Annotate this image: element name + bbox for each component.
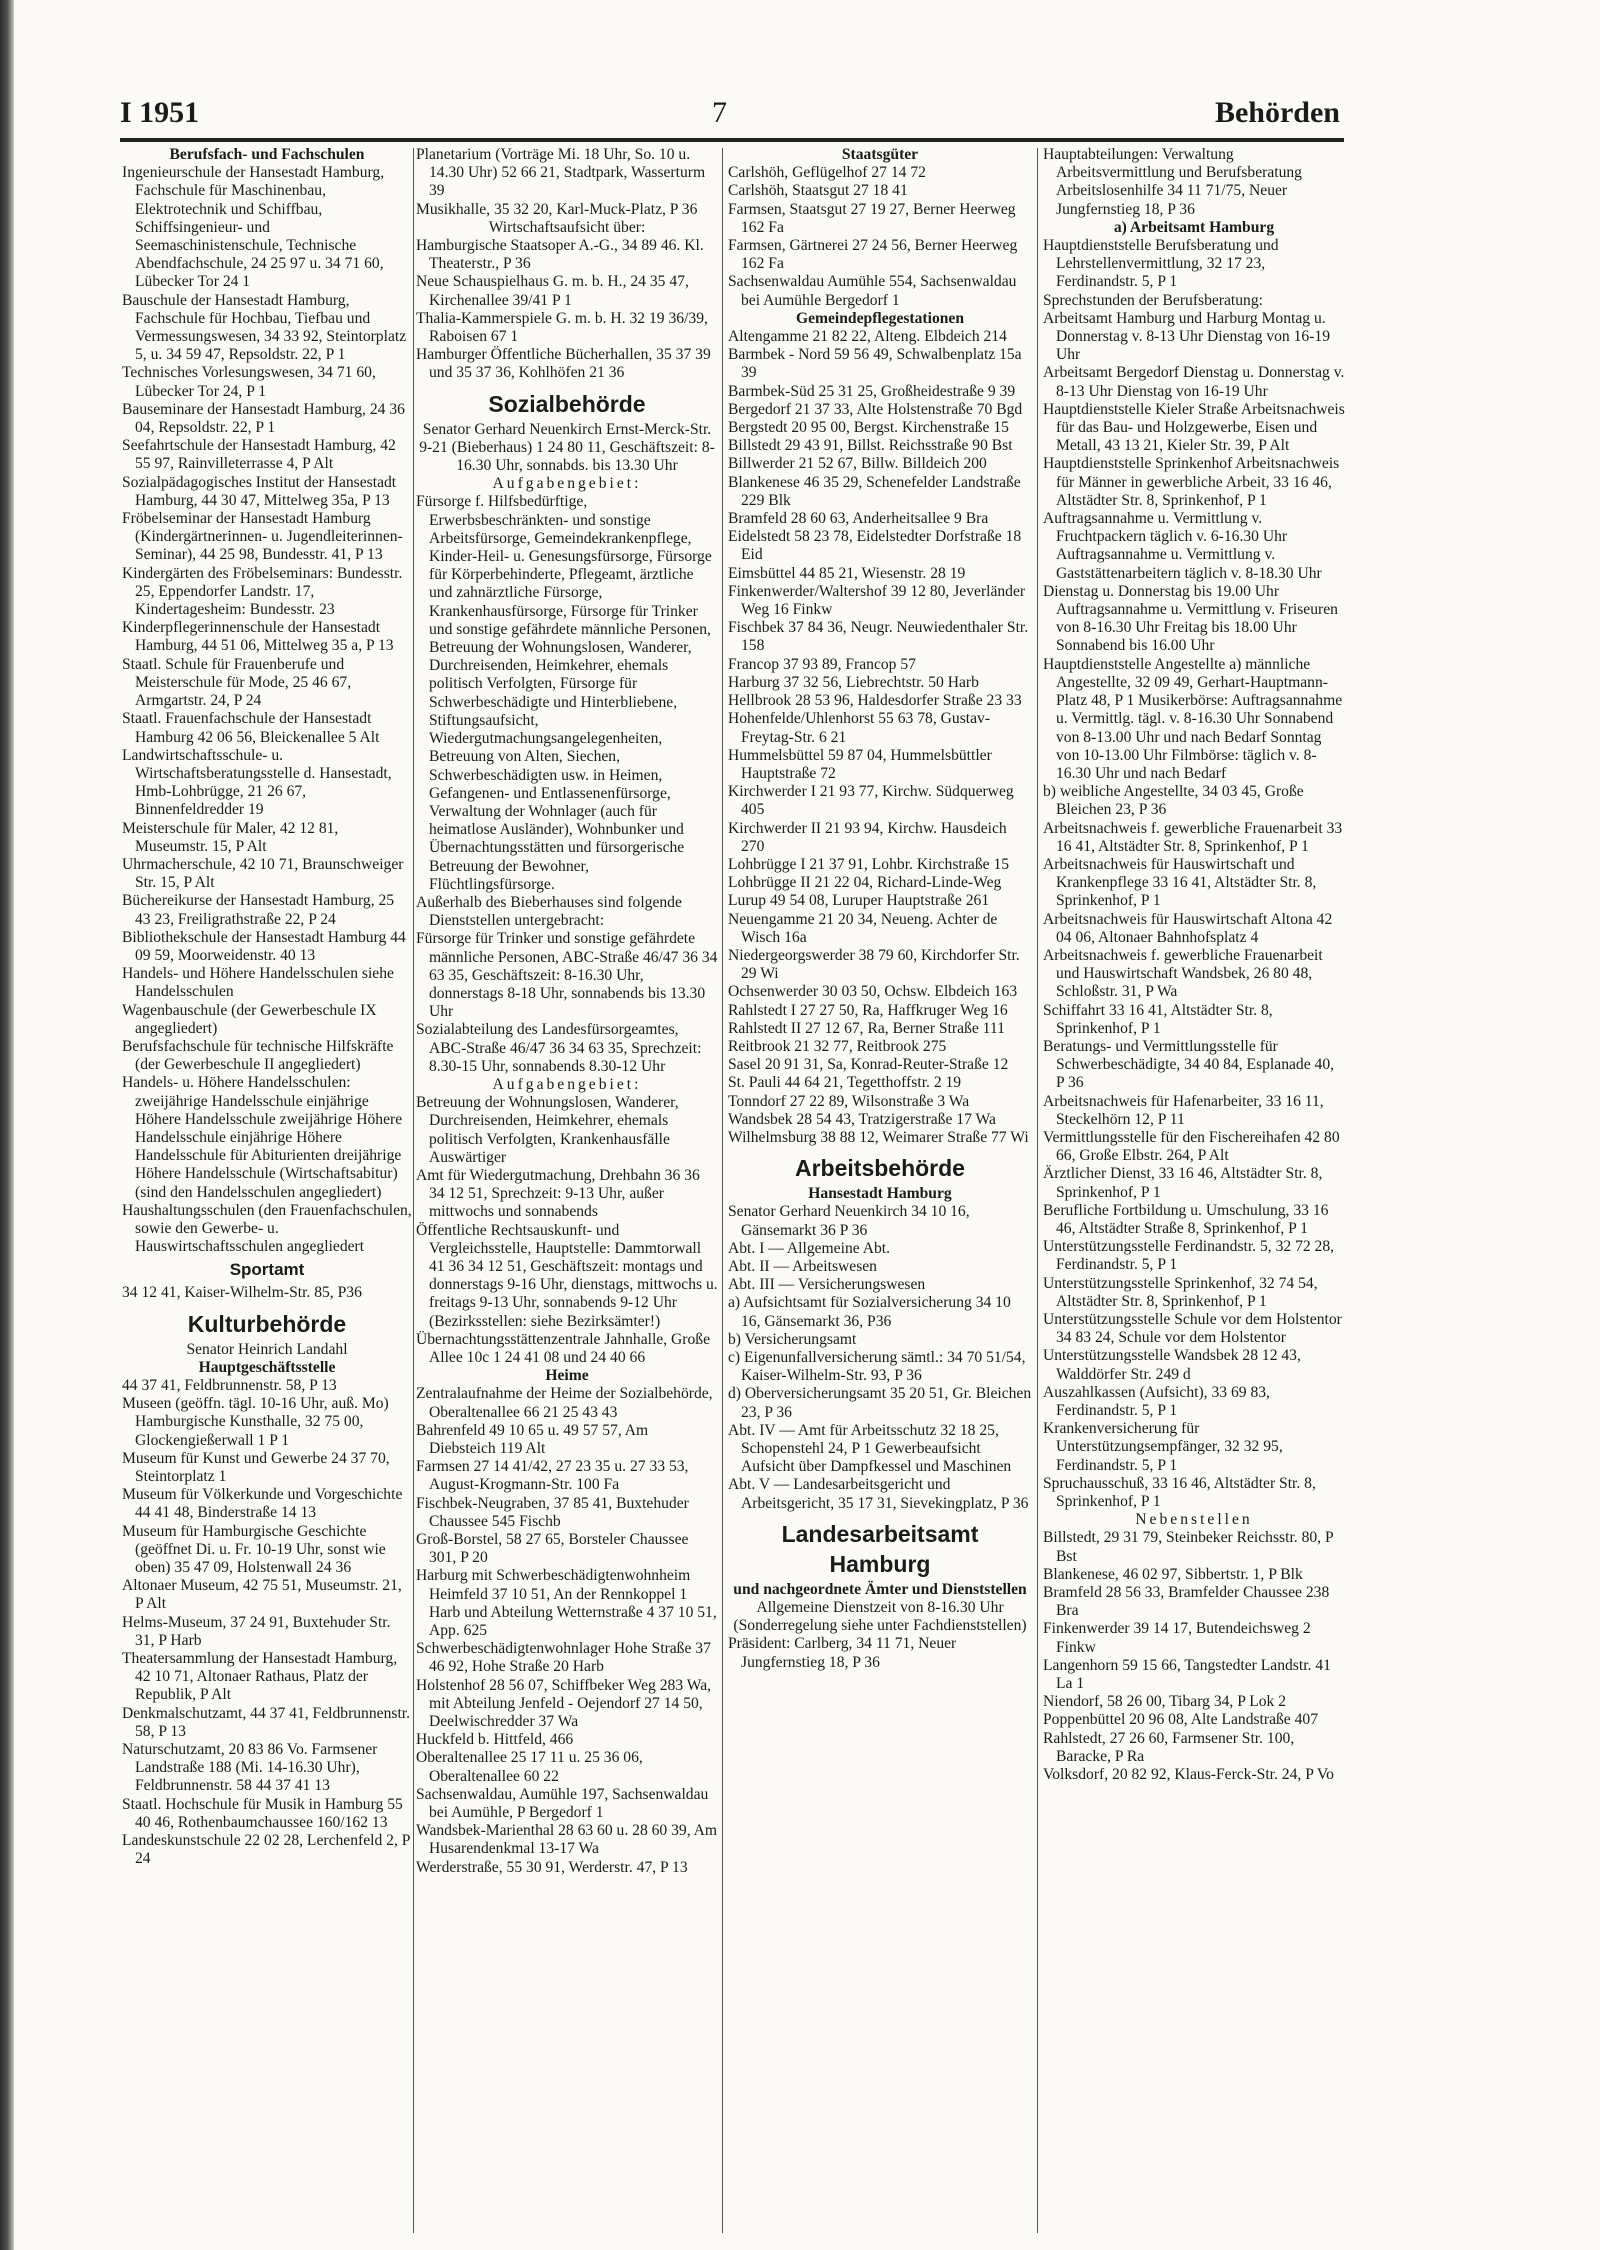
directory-entry: Barmbek - Nord 59 56 49, Schwalbenplatz 15a 39: [728, 346, 1022, 382]
directory-entry: Arbeitsamt Hamburg und Harburg Montag u. Donnerstag v. 8-13 Uhr Dienstag von 16-19 Uhr: [1043, 309, 1330, 364]
directory-entry: Altengamme 21 82 22, Alteng. Elbdeich 214: [728, 328, 1007, 346]
directory-entry: Unterstützungsstelle Ferdinandstr. 5, 32 72 28, Ferdinandstr. 5, P 1: [1043, 1238, 1335, 1274]
directory-entry: Hamburger Öffentliche Bücherhallen, 35 37 39 und 35 37 36, Kohlhöfen 21 36: [416, 346, 711, 382]
directory-entry: Staatl. Schule für Frauenberufe und Meisterschule für Mode, 25 46 67, Armgartstr. 24, P 24: [122, 655, 352, 710]
directory-entry: Museum für Hamburgische Geschichte (geöffnet Di. u. Fr. 10-19 Uhr, sonst wie oben) 35 47 09, Holstenwall 24 36: [122, 1522, 386, 1577]
directory-entry: Uhrmacherschule, 42 10 71, Braunschweiger Str. 15, P Alt: [122, 855, 404, 892]
subsection-heading: Heime: [545, 1367, 589, 1385]
directory-entry: Bahrenfeld 49 10 65 u. 49 57 57, Am Diebsteich 119 Alt: [416, 1421, 649, 1458]
directory-entry: Bauseminare der Hansestadt Hamburg, 24 36 04, Repsoldstr. 22, P 1: [122, 400, 405, 437]
directory-entry: Meisterschule für Maler, 42 12 81, Museumstr. 15, P Alt: [122, 819, 339, 855]
directory-entry: Vermittlungsstelle für den Fischereihafen 42 80 66, Große Elbstr. 264, P Alt: [1043, 1128, 1340, 1165]
directory-entry: Kirchwerder I 21 93 77, Kirchw. Südquerweg 405: [728, 783, 1014, 819]
directory-entry: Hummelsbüttel 59 87 04, Hummelsbüttler Hauptstraße 72: [728, 746, 992, 782]
directory-entry: Barmbek-Süd 25 31 25, Großheidestraße 9 39: [728, 382, 1016, 400]
directory-entry: Farmsen 27 14 41/42, 27 23 35 u. 27 33 53, August-Krogmann-Str. 100 Fa: [416, 1458, 689, 1494]
directory-entry: Zentralaufnahme der Heime der Sozialbehörde, Oberaltenallee 66 21 25 43 43: [416, 1385, 713, 1421]
centered-text: Senator Gerhard Neuenkirch Ernst-Merck-Str. 9-21 (Bieberhaus) 1 24 80 11, Geschäftszeit: 8-16.30 Uhr, sonnabds. bis 13.30 Uhr: [419, 420, 715, 475]
directory-entry: Lurup 49 54 08, Luruper Hauptstraße 261: [728, 892, 990, 910]
directory-entry: Krankenversicherung für Unterstützungsempfänger, 32 32 95, Ferdinandstr. 5, P 1: [1043, 1420, 1283, 1474]
directory-entry: Oberaltenallee 25 17 11 u. 25 36 06, Oberaltenallee 60 22: [416, 1749, 643, 1785]
directory-entry: Eimsbüttel 44 85 21, Wiesenstr. 28 19: [728, 564, 966, 582]
directory-entry: Sozialabteilung des Landesfürsorgeamtes, ABC-Straße 46/47 36 34 63 35, Sprechzeit: 8.30-15 Uhr, sonnabends 8.30-12 Uhr: [416, 1021, 702, 1075]
directory-entry: Hamburgische Staatsoper A.-G., 34 89 46. Kl. Theaterstr., P 36: [416, 237, 704, 273]
directory-entry: Büchereikurse der Hansestadt Hamburg, 25 43 23, Freiligrathstraße 22, P 24: [122, 892, 395, 928]
directory-entry: Unterstützungsstelle Sprinkenhof, 32 74 54, Altstädter Str. 8, Sprinkenhof, P 1: [1043, 1274, 1318, 1310]
directory-entry: Spruchausschuß, 33 16 46, Altstädter Str. 8, Sprinkenhof, P 1: [1043, 1474, 1316, 1511]
spaced-heading: Aufgabengebiet:: [492, 475, 642, 493]
directory-entry: Blankenese, 46 02 97, Sibbertstr. 1, P Blk: [1043, 1565, 1303, 1583]
directory-entry: Carlshöh, Geflügelhof 27 14 72: [728, 164, 926, 182]
directory-entry: Billwerder 21 52 67, Billw. Billdeich 200: [728, 455, 987, 473]
directory-entry: Beratungs- und Vermittlungsstelle für Schwerbeschädigte, 34 40 84, Esplanade 40, P 36: [1043, 1037, 1335, 1092]
directory-entry: Schiffahrt 33 16 41, Altstädter Str. 8, Sprinkenhof, P 1: [1043, 1001, 1273, 1037]
directory-entry: Reitbrook 21 32 77, Reitbrook 275: [728, 1037, 947, 1055]
book-spine: [0, 0, 14, 2250]
directory-entry: Hohenfelde/Uhlenhorst 55 63 78, Gustav-Freytag-Str. 6 21: [728, 710, 991, 746]
column-1: [122, 146, 412, 2236]
spaced-heading: Aufgabengebiet:: [492, 1075, 642, 1093]
directory-entry: Neuengamme 21 20 34, Neueng. Achter de Wisch 16a: [728, 910, 998, 946]
directory-entry: Harburg 37 32 56, Liebrechtstr. 50 Harb: [728, 673, 979, 691]
directory-entry: Außerhalb des Bieberhauses sind folgende Dienststellen untergebracht:: [416, 893, 682, 930]
directory-entry: Niendorf, 58 26 00, Tibarg 34, P Lok 2: [1043, 1693, 1287, 1711]
directory-entry: Musikhalle, 35 32 20, Karl-Muck-Platz, P 36: [416, 200, 698, 218]
directory-entry: Lohbrügge I 21 37 91, Lohbr. Kirchstraße 15: [728, 855, 1010, 873]
directory-entry: Ärztlicher Dienst, 33 16 46, Altstädter Str. 8, Sprinkenhof, P 1: [1043, 1165, 1323, 1201]
directory-entry: Hauptabteilungen: Verwaltung Arbeitsvermittlung und Berufsberatung Arbeitslosenhilfe 34 11 71/75, Neuer Jungfernstieg 18, P 36: [1043, 146, 1302, 218]
column-divider: [413, 148, 414, 2233]
directory-entry: Arbeitsnachweis für Hauswirtschaft und Krankenpflege 33 16 41, Altstädter Str. 8, Sprinkenhof, P 1: [1043, 855, 1317, 910]
directory-entry: Unterstützungsstelle Wandsbek 28 12 43, Walddörfer Str. 249 d: [1043, 1347, 1301, 1383]
directory-entry: Abt. IV — Amt für Arbeitsschutz 32 18 25, Schopenstehl 24, P 1 Gewerbeaufsicht Aufsicht über Dampfkessel und Maschinen: [728, 1421, 1012, 1476]
directory-entry: d) Oberversicherungsamt 35 20 51, Gr. Bleichen 23, P 36: [728, 1385, 1032, 1421]
directory-entry: b) weibliche Angestellte, 34 03 45, Große Bleichen 23, P 36: [1043, 783, 1304, 819]
directory-entry: Naturschutzamt, 20 83 86 Vo. Farmsener Landstraße 188 (Mi. 14-16.30 Uhr), Feldbrunnenstr. 58 44 37 41 13: [122, 1741, 378, 1795]
directory-entry: Sachsenwaldau, Aumühle 197, Sachsenwaldau bei Aumühle, P Bergedorf 1: [416, 1785, 709, 1822]
directory-entry: Haushaltungsschulen (den Frauenfachschulen, sowie den Gewerbe- u. Hauswirtschaftsschulen angegliedert: [122, 1201, 412, 1256]
directory-entry: Langenhorn 59 15 66, Tangstedter Landstr. 41 La 1: [1043, 1656, 1331, 1693]
directory-entry: b) Versicherungsamt: [728, 1330, 857, 1348]
directory-entry: Denkmalschutzamt, 44 37 41, Feldbrunnenstr. 58, P 13: [122, 1704, 411, 1740]
directory-entry: Fröbelseminar der Hansestadt Hamburg (Kindergärtnerinnen- u. Jugendleiterinnen-Seminar), 44 25 98, Bundesstr. 41, P 13: [122, 510, 403, 564]
directory-entry: Wandsbek 28 54 43, Tratzigerstraße 17 Wa: [728, 1110, 996, 1128]
centered-text: Wirtschaftsaufsicht über:: [488, 218, 646, 236]
spaced-heading: Nebenstellen: [1135, 1511, 1253, 1529]
directory-entry: Harburg mit Schwerbeschädigtenwohnheim Heimfeld 37 10 51, An der Rennkoppel 1 Harb und Abteilung Wetternstraße 4 37 10 51, App. 625: [416, 1567, 717, 1640]
directory-entry: Altonaer Museum, 42 75 51, Museumstr. 21, P Alt: [122, 1577, 402, 1613]
directory-entry: Helms-Museum, 37 24 91, Buxtehuder Str. 31, P Harb: [122, 1613, 391, 1649]
directory-entry: Bergedorf 21 37 33, Alte Holstenstraße 70 Bgd: [728, 400, 1023, 418]
section-heading: Arbeitsbehörde: [795, 1155, 965, 1182]
section-heading: Sozialbehörde: [488, 390, 646, 417]
centered-text: Allgemeine Dienstzeit von 8-16.30 Uhr (Sonderregelung siehe unter Fachdienststellen): [733, 1599, 1027, 1635]
directory-entry: Fürsorge f. Hilfsbedürftige, Erwerbsbeschränkten- und sonstige Arbeitsfürsorge, Gemeindekrankenpflege, Kinder-Heil- u. Genesungsfürsorge, Fürsorge für Körperbehinderte, Pflegeamt, ärztliche und zahnärztliche Fürsorge, Krankenhausfürsorge, Fürsorge für Trinker und sonstige gefährdete männliche Personen, Betreuung der Wohnungslosen, Wanderer, Durchreisenden, Heimkehrer, ehemals politisch Verfolgten, Fürsorge für Schwerbeschädigte und Hinterbliebene, Stiftungsaufsicht, Wiedergutmachungsangelegenheiten, Betreuung von Alten, Siechen, Schwerbeschädigten usw. in Heimen, Gefangenen- und Entlassenenfürsorge, Verwaltung der Wohnlager (auch für heimatlose Ausländer), Wohnbunker und Übernachtungsstätten und fürsorgerische Betreuung der Bewohner, Flüchtlingsfürsorge.: [416, 493, 712, 893]
directory-entry: Technisches Vorlesungswesen, 34 71 60, Lübecker Tor 24, P 1: [122, 364, 376, 400]
directory-entry: Hauptdienststelle Sprinkenhof Arbeitsnachweis für Männer in gewerbliche Arbeit, 33 16 46, Altstädter Str. 8, Sprinkenhof, P 1: [1043, 455, 1340, 509]
directory-entry: Rahlstedt, 27 26 60, Farmsener Str. 100, Baracke, P Ra: [1043, 1729, 1295, 1765]
directory-entry: Museen (geöffn. tägl. 10-16 Uhr, auß. Mo) Hamburgische Kunsthalle, 32 75 00, Glockengießerwall 1 P 1: [122, 1395, 389, 1449]
directory-entry: Arbeitsnachweis für Hauswirtschaft Altona 42 04 06, Altonaer Bahnhofsplatz 4: [1043, 910, 1333, 946]
subsection-heading: Staatsgüter: [841, 146, 919, 163]
directory-entry: Neue Schauspielhaus G. m. b. H., 24 35 47, Kirchenallee 39/41 P 1: [416, 273, 689, 309]
directory-entry: Abt. II — Arbeitswesen: [728, 1257, 877, 1275]
directory-entry: Tonndorf 27 22 89, Wilsonstraße 3 Wa: [728, 1092, 970, 1110]
directory-entry: Schwerbeschädigtenwohnlager Hohe Straße 37 46 92, Hohe Straße 20 Harb: [416, 1640, 711, 1676]
directory-entry: Fischbek 37 84 36, Neugr. Neuwiedenthaler Str. 158: [728, 619, 1029, 655]
directory-entry: Berufsfachschule für technische Hilfskräfte (der Gewerbeschule II angegliedert): [122, 1037, 394, 1074]
directory-entry: Thalia-Kammerspiele G. m. b. H. 32 19 36/39, Raboisen 67 1: [416, 309, 708, 346]
directory-entry: Arbeitsnachweis f. gewerbliche Frauenarbeit 33 16 41, Altstädter Str. 8, Sprinkenhof, P 1: [1043, 819, 1343, 855]
directory-entry: 44 37 41, Feldbrunnenstr. 58, P 13: [122, 1377, 337, 1394]
column-2: [416, 146, 718, 2236]
section-heading: Landesarbeitsamt Hamburg: [781, 1520, 979, 1577]
column-4: [1043, 146, 1345, 2236]
directory-entry: Seefahrtschule der Hansestadt Hamburg, 42 55 97, Rainvilleterrasse 4, P Alt: [122, 437, 396, 473]
directory-entry: Bibliothekschule der Hansestadt Hamburg 44 09 59, Moorweidenstr. 40 13: [122, 928, 406, 964]
directory-entry: Auszahlkassen (Aufsicht), 33 69 83, Ferdinandstr. 5, P 1: [1043, 1383, 1270, 1420]
directory-entry: Hauptdienststelle Berufsberatung und Lehrstellenvermittlung, 32 17 23, Ferdinandstr. 5, P 1: [1043, 237, 1279, 291]
directory-entry: Francop 37 93 89, Francop 57: [728, 655, 916, 673]
directory-entry: Abt. III — Versicherungswesen: [728, 1276, 926, 1294]
directory-entry: Dienstag u. Donnerstag bis 19.00 Uhr Auftragsannahme u. Vermittlung v. Friseuren von 8-16.30 Uhr Freitag bis 18.00 Uhr Sonnabend bis 16.00 Uhr: [1043, 582, 1338, 655]
directory-entry: Betreuung der Wohnungslosen, Wanderer, Durchreisenden, Heimkehrer, ehemals politisch Verfolgten, Krankenhausfälle Auswärtiger: [416, 1094, 679, 1166]
directory-entry: Hauptdienststelle Kieler Straße Arbeitsnachweis für das Bau- und Holzgewerbe, Eisen und Metall, 43 13 21, Kieler Str. 39, P Alt: [1043, 400, 1345, 455]
directory-entry: Unterstützungsstelle Schule vor dem Holstentor 34 83 24, Schule vor dem Holstentor: [1043, 1311, 1342, 1347]
directory-entry: Präsident: Carlberg, 34 11 71, Neuer Jungfernstieg 18, P 36: [728, 1635, 957, 1671]
subsection-heading: Hansestadt Hamburg: [808, 1185, 952, 1203]
directory-entry: Volksdorf, 20 82 92, Klaus-Ferck-Str. 24, P Vo: [1043, 1766, 1334, 1784]
directory-entry: Sasel 20 91 31, Sa, Konrad-Reuter-Straße 12: [728, 1056, 1009, 1074]
directory-entry: Farmsen, Gärtnerei 27 24 56, Berner Heerweg 162 Fa: [728, 237, 1018, 273]
directory-entry: c) Eigenunfallversicherung sämtl.: 34 70 51/54, Kaiser-Wilhelm-Str. 93, P 36: [728, 1349, 1026, 1385]
section-heading: Sportamt: [229, 1260, 305, 1280]
directory-entry: Berufliche Fortbildung u. Umschulung, 33 16 46, Altstädter Straße 8, Sprinkenhof, P 1: [1043, 1201, 1329, 1237]
directory-entry: Arbeitsamt Bergedorf Dienstag u. Donnerstag v. 8-13 Uhr Dienstag von 16-19 Uhr: [1043, 364, 1345, 400]
subsection-heading: a) Arbeitsamt Hamburg: [1113, 218, 1275, 236]
directory-entry: Sachsenwaldau Aumühle 554, Sachsenwaldau bei Aumühle Bergedorf 1: [728, 273, 1017, 309]
directory-entry: Rahlstedt II 27 12 67, Ra, Berner Straße 111: [728, 1019, 1005, 1037]
directory-entry: Sozialpädagogisches Institut der Hansestadt Hamburg, 44 30 47, Mittelweg 35a, P 13: [122, 473, 397, 509]
directory-entry: Niedergeorgswerder 38 79 60, Kirchdorfer Str. 29 Wi: [728, 946, 1020, 983]
directory-entry: Fürsorge für Trinker und sonstige gefährdete männliche Personen, ABC-Straße 46/47 36 34 63 35, Geschäftszeit: 8-16.30 Uhr, donnerstags 8-18 Uhr, sonnabends bis 13.30 Uhr: [416, 930, 718, 1021]
directory-entry: Abt. I — Allgemeine Abt.: [728, 1239, 890, 1257]
directory-entry: Arbeitsnachweis f. gewerbliche Frauenarbeit und Hauswirtschaft Wandsbek, 26 80 48, Schloßstr. 31, P Wa: [1043, 946, 1323, 1001]
directory-entry: Billstedt 29 43 91, Billst. Reichsstraße 90 Bst: [728, 437, 1013, 455]
directory-entry: Staatl. Frauenfachschule der Hansestadt Hamburg 42 06 56, Bleickenallee 5 Alt: [122, 710, 380, 746]
directory-entry: Finkenwerder 39 14 17, Butendeichsweg 2 Finkw: [1043, 1620, 1311, 1656]
directory-entry: Landwirtschaftsschule- u. Wirtschaftsberatungsstelle d. Hansestadt, Hmb-Lohbrügge, 21 26 67, Binnenfeldredder 19: [122, 746, 392, 819]
header-rule: [120, 138, 1344, 142]
page-section-title: Behörden: [1214, 96, 1340, 129]
column-divider: [1037, 148, 1038, 2233]
directory-entry: Bergstedt 20 95 00, Bergst. Kirchenstraße 15: [728, 419, 1009, 437]
directory-entry: Bramfeld 28 56 33, Bramfelder Chaussee 238 Bra: [1043, 1584, 1330, 1620]
directory-entry: Abt. V — Landesarbeitsgericht und Arbeitsgericht, 35 17 31, Sievekingplatz, P 36: [728, 1476, 1029, 1512]
directory-entry: Finkenwerder/Waltershof 39 12 80, Jeverländer Weg 16 Finkw: [728, 582, 1026, 619]
directory-entry: Huckfeld b. Hittfeld, 466: [416, 1731, 574, 1749]
directory-entry: Hellbrook 28 53 96, Haldesdorfer Straße 23 33: [728, 692, 1022, 710]
directory-entry: Kinderpflegerinnenschule der Hansestadt Hamburg, 44 51 06, Mittelweg 35 a, P 13: [122, 619, 394, 655]
directory-entry: Farmsen, Staatsgut 27 19 27, Berner Heerweg 162 Fa: [728, 200, 1016, 236]
directory-entry: Handels- und Höhere Handelsschulen siehe Handelsschulen: [122, 965, 394, 1001]
directory-entry: Lohbrügge II 21 22 04, Richard-Linde-Weg: [728, 874, 1002, 892]
directory-entry: Arbeitsnachweis für Hafenarbeiter, 33 16 11, Steckelhörn 12, P 11: [1043, 1092, 1324, 1128]
directory-entry: Wandsbek-Marienthal 28 63 60 u. 28 60 39, Am Husarendenkmal 13-17 Wa: [416, 1822, 718, 1858]
subsection-heading: Gemeindepflegestationen: [795, 309, 965, 327]
directory-entry: Ochsenwerder 30 03 50, Ochsw. Elbdeich 163: [728, 983, 1018, 1001]
directory-entry: Museum für Völkerkunde und Vorgeschichte 44 41 48, Binderstraße 14 13: [122, 1486, 403, 1522]
directory-entry: Museum für Kunst und Gewerbe 24 37 70, Steintorplatz 1: [122, 1449, 390, 1486]
directory-entry: Bauschule der Hansestadt Hamburg, Fachschule für Hochbau, Tiefbau und Vermessungswesen, 34 33 92, Steintorplatz 5, u. 34 59 47, Repsoldstr. 22, P 1: [122, 291, 407, 364]
directory-entry: Bramfeld 28 60 63, Anderheitsallee 9 Bra: [728, 510, 989, 528]
page-year: I 1951: [120, 96, 200, 129]
directory-entry: Landeskunstschule 22 02 28, Lerchenfeld 2, P 24: [122, 1832, 410, 1868]
directory-entry: Auftragsannahme u. Vermittlung v. Fruchtpackern täglich v. 6-16.30 Uhr Auftragsannahme u. Vermittlung v. Gaststättenarbeitern täglich v. 8-18.30 Uhr: [1043, 510, 1322, 582]
directory-entry: Fischbek-Neugraben, 37 85 41, Buxtehuder Chaussee 545 Fischb: [416, 1494, 689, 1530]
subsection-heading: und nachgeordnete Ämter und Dienststellen: [733, 1580, 1027, 1598]
directory-entry: Werderstraße, 55 30 91, Werderstr. 47, P 13: [416, 1858, 688, 1876]
directory-entry: Eidelstedt 58 23 78, Eidelstedter Dorfstraße 18 Eid: [728, 528, 1022, 564]
directory-entry: Senator Gerhard Neuenkirch 34 10 16, Gänsemarkt 36 P 36: [728, 1203, 970, 1239]
subsection-heading: Hauptgeschäftsstelle: [198, 1358, 336, 1376]
directory-entry: a) Aufsichtsamt für Sozialversicherung 34 10 16, Gänsemarkt 36, P36: [728, 1294, 1011, 1330]
directory-entry: St. Pauli 44 64 21, Tegetthoffstr. 2 19: [728, 1074, 962, 1092]
directory-entry: Poppenbüttel 20 96 08, Alte Landstraße 407: [1043, 1711, 1319, 1729]
subsection-heading: Berufsfach- und Fachschulen: [169, 146, 365, 163]
centered-text: Senator Heinrich Landahl: [186, 1340, 348, 1358]
directory-entry: Planetarium (Vorträge Mi. 18 Uhr, So. 10 u. 14.30 Uhr) 52 66 21, Stadtpark, Wasserturm 39: [416, 146, 706, 200]
directory-entry: Öffentliche Rechtsauskunft- und Vergleichsstelle, Hauptstelle: Dammtorwall 41 36 34 12 51, Geschäftszeit: montags und donnerstags 9-16 Uhr, dienstags, mittwochs u. freitags 9-13 Uhr, sonnabends 9-12 Uhr (Bezirksstellen: siehe Bezirksämter!): [416, 1221, 718, 1330]
directory-entry: Amt für Wiedergutmachung, Drehbahn 36 36 34 12 51, Sprechzeit: 9-13 Uhr, außer mittwochs und sonnabends: [416, 1166, 700, 1221]
directory-entry: Groß-Borstel, 58 27 65, Borsteler Chaussee 301, P 20: [416, 1531, 689, 1567]
directory-entry: Blankenese 46 35 29, Schenefelder Landstraße 229 Blk: [728, 473, 1021, 509]
column-3: [728, 146, 1032, 2236]
directory-entry: Hauptdienststelle Angestellte a) männliche Angestellte, 32 09 49, Gerhart-Hauptmann-Platz 48, P 1 Musikerbörse: Auftragsannahme u. Vermittlg. tägl. v. 8-16.30 Uhr Sonnabend von 8-13.00 Uhr und nach Bedarf Sonntag von 10-13.00 Uhr Filmbörse: täglich v. 8-16.30 Uhr und nach Bedarf: [1043, 655, 1343, 782]
directory-entry: Handels- u. Höhere Handelsschulen: zweijährige Handelsschule einjährige Höhere Handelsschule zweijährige Höhere Handelsschule einjährige Höhere Handelsschule für Abiturienten dreijährige Höhere Handelsschule (Wirtschaftsabitur) (sind den Handelsschulen angegliedert): [122, 1074, 403, 1201]
directory-entry: Wilhelmsburg 38 88 12, Weimarer Straße 77 Wi: [728, 1128, 1029, 1146]
directory-entry: Billstedt, 29 31 79, Steinbeker Reichsstr. 80, P Bst: [1043, 1529, 1334, 1565]
directory-entry: Sprechstunden der Berufsberatung:: [1043, 291, 1263, 309]
directory-entry: Staatl. Hochschule für Musik in Hamburg 55 40 46, Rothenbaumchaussee 160/162 13: [122, 1795, 403, 1831]
directory-entry: Übernachtungsstättenzentrale Jahnhalle, Große Allee 10c 1 24 41 08 und 24 40 66: [416, 1330, 710, 1366]
directory-entry: Carlshöh, Staatsgut 27 18 41: [728, 182, 908, 200]
directory-entry: Ingenieurschule der Hansestadt Hamburg, Fachschule für Maschinenbau, Elektrotechnik und Schiffbau, Schiffsingenieur- und Seemaschinistenschule, Technische Abendfachschule, 24 25 97 u. 34 71 60, Lübecker Tor 24 1: [122, 164, 385, 291]
page-header: [120, 96, 1340, 136]
column-divider: [722, 148, 723, 2233]
directory-entry: Holstenhof 28 56 07, Schiffbeker Weg 283 Wa, mit Abteilung Jenfeld - Oejendorf 27 14 50, Deelwischredder 37 Wa: [416, 1676, 712, 1731]
directory-entry: Rahlstedt I 27 27 50, Ra, Haffkruger Weg 16: [728, 1001, 1008, 1019]
directory-entry: 34 12 41, Kaiser-Wilhelm-Str. 85, P36: [122, 1284, 362, 1302]
directory-entry: Kindergärten des Fröbelseminars: Bundesstr. 25, Eppendorfer Landstr. 17, Kindertagesheim: Bundesstr. 23: [122, 564, 403, 619]
directory-entry: Theatersammlung der Hansestadt Hamburg, 42 10 71, Altonaer Rathaus, Platz der Republik, P Alt: [122, 1650, 398, 1704]
section-heading: Kulturbehörde: [187, 1310, 347, 1337]
directory-entry: Wagenbauschule (der Gewerbeschule IX angegliedert): [122, 1001, 377, 1037]
page-number: 7: [712, 96, 727, 129]
directory-entry: Kirchwerder II 21 93 94, Kirchw. Hausdeich 270: [728, 819, 1007, 855]
